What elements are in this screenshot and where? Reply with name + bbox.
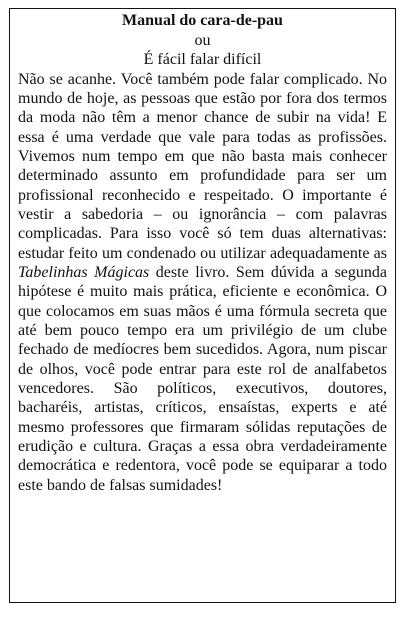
- heading-block: [18, 11, 387, 70]
- italic-term: Tabelinhas Mágicas: [18, 263, 150, 281]
- paragraph-text-part-2: deste livro. Sem dúvida a segunda hipótese é muito mais prática, eficiente e econômica. O que colocamos em suas mãos é uma fórmula secreta que até bem pouco tempo era um privilégio de um clube fechado de medíocres bem sucedidos. Agora, num piscar de olhos, você pode entrar para este rol de analfabetos vencedores. São políticos, executivos, doutores, bacharéis, artistas, críticos, ensaístas, experts e até mesmo professores que firmaram sólidas reputações de erudição e cultura. Graças a essa obra verdadeiramente democrática e redentora, você pode se equiparar a todo este bando de falsas sumidades!: [18, 263, 388, 494]
- body-paragraph: [18, 70, 387, 496]
- title-connector: ou: [194, 31, 211, 49]
- document-subtitle: É fácil falar difícil: [143, 51, 262, 68]
- paragraph-text-part-1: Não se acanhe. Você também pode falar complicado. No mundo de hoje, as pessoas que estão por fora dos termos da moda não têm a menor chance de subir na vida! E essa é uma verdade que vale para todas as profissões. Vivemos num tempo em que não basta mais conhecer determinado assunto em profundidade para ser um profissional reconhecido e respeitado. O importante é vestir a sabedoria – ou ignorância – com palavras complicadas. Para isso você só tem duas alternativas: estudar feito um condenado ou utilizar adequadamente as: [18, 70, 387, 262]
- document-title: Manual do cara-de-pau: [122, 12, 283, 29]
- text-box: [9, 8, 396, 603]
